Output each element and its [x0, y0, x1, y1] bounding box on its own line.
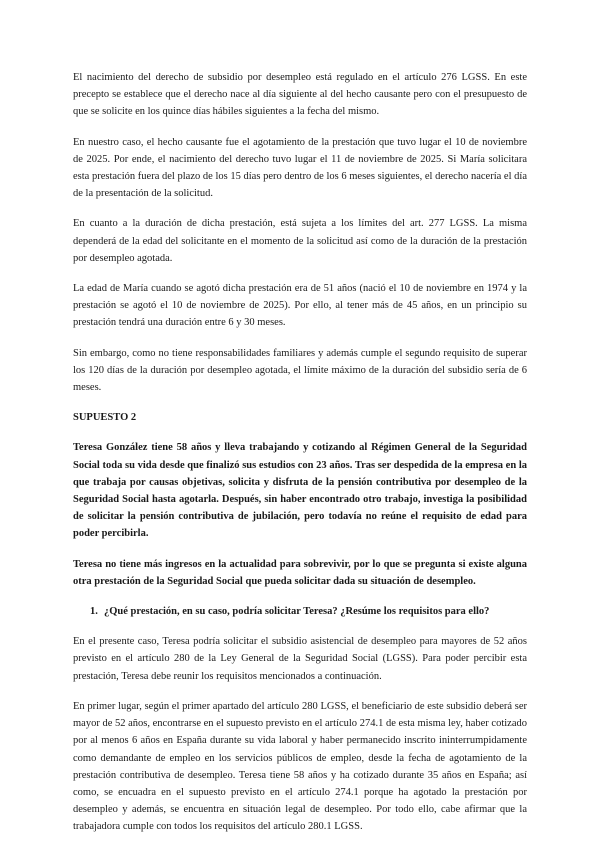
paragraph-causal-event: En nuestro caso, el hecho causante fue el agotamiento de la prestación que tuvo lugar el 10 de noviembre de 2025. Por ende, el nacimiento del derecho tuvo lugar el 11 de noviembre de 2025. Si María solicitara esta prestación fuera del plazo de los 15 días pero dentro de los 6 meses siguientes, el derecho nacería el día de la presentación de la solicitud. — [73, 136, 527, 200]
paragraph-subsidy-birth: El nacimiento del derecho de subsidio por desempleo está regulado en el artículo 276 LGSS. En este precepto se establece que el derecho nace al día siguiente al del hecho causante pero con el presupuesto de que se solicite en los quince días hábiles siguientes a la fecha del mismo. — [73, 72, 527, 118]
question-number: 1. — [90, 606, 98, 618]
case-question-context: Teresa no tiene más ingresos en la actualidad para sobrevivir, por lo que se pregunta si existe alguna otra prestación de la Seguridad Social que pueda solicitar dada su situación de desempleo. — [73, 558, 527, 587]
case-statement: Teresa González tiene 58 años y lleva trabajando y cotizando al Régimen General de la Seguridad Social toda su vida desde que finalizó sus estudios con 23 años. Tras ser despedida de la empresa en la que trabaja por causas objetivas, solicita y disfruta de la pensión contributiva por desempleo de la Seguridad Social hasta agotarla. Después, sin haber encontrado otro trabajo, investiga la posibilidad de solicitar la pensión contributiva de jubilación, pero todavía no reúne el requisito de edad para poder percibirla. — [73, 442, 527, 540]
paragraph-answer-intro: En el presente caso, Teresa podría solicitar el subsidio asistencial de desempleo para mayores de 52 años previsto en el artículo 280 de la Ley General de la Seguridad Social (LGSS). Para poder percibir esta prestación, Teresa debe reunir los requisitos mencionados a continuación. — [73, 636, 527, 682]
section-heading: SUPUESTO 2 — [73, 412, 137, 424]
paragraph-answer-requirements: En primer lugar, según el primer apartado del artículo 280 LGSS, el beneficiario de este subsidio deberá ser mayor de 52 años, encontrarse en el supuesto previsto en el artículo 274.1 de esta misma ley, haber cotizado por al menos 6 años en España durante su vida laboral y haber permanecido inscrito ininterrumpidamente como demandante de empleo en los servicios públicos de empleo, desde la fecha de agotamiento de la prestación contributiva de desempleo. Teresa tiene 58 años y ha cotizado durante 35 años en España; así como, se encuadra en el supuesto previsto en el artículo 274.1 porque ha agotado la prestación por desempleo y además, se encuentra en situación legal de desempleo. Por todo ello, cabe afirmar que la trabajadora cumple con todos los requisitos del artículo 280.1 LGSS. — [73, 700, 527, 833]
paragraph-max-duration: Sin embargo, como no tiene responsabilidades familiares y además cumple el segundo requisito de superar los 120 días de la duración por desempleo agotada, el límite máximo de la duración del subsidio sería de 6 meses. — [73, 347, 527, 394]
paragraph-duration: En cuanto a la duración de dicha prestación, está sujeta a los límites del art. 277 LGSS. La misma dependerá de la edad del solicitante en el momento de la solicitud así como de la duración de la prestación por desempleo agotada. — [73, 218, 527, 264]
document-body — [73, 69, 527, 849]
question-item — [73, 603, 527, 620]
paragraph-age: La edad de María cuando se agotó dicha prestación era de 51 años (nació el 10 de noviembre en 1974 y la prestación se agotó el 10 de noviembre de 2025). Por ello, al tener más de 45 años, en un principio su prestación tendrá una duración entre 6 y 30 meses. — [73, 283, 527, 329]
question-text: ¿Qué prestación, en su caso, podría solicitar Teresa? ¿Resúme los requisitos para ello? — [104, 606, 490, 618]
